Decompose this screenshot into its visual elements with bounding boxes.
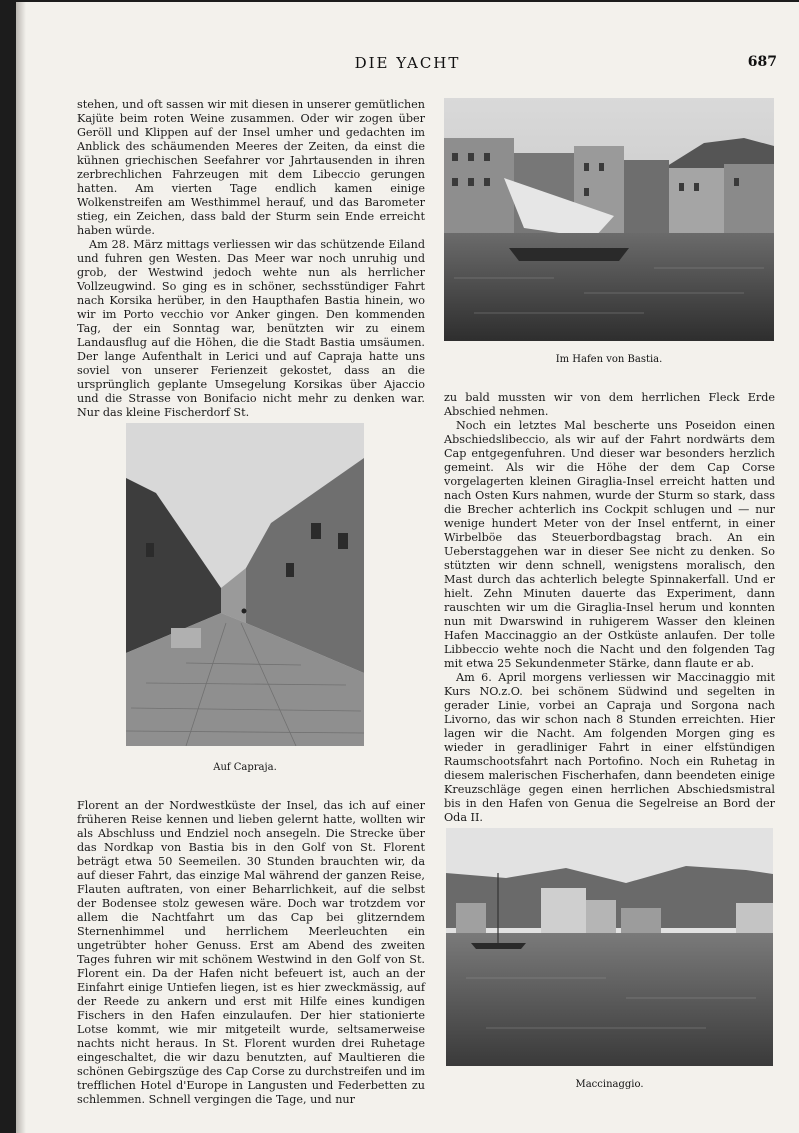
paragraph: Noch ein letztes Mal bescherte uns Poseidon einen Abschiedslibeccio, als wir auf der Fahrt nordwärts dem Cap entgegenfuhren. Und dieser war besonders herzlich gemeint. Als wir die Höhe der dem Cap Corse vorgelagerten kleinen Giraglia-Insel erreicht hatten und nach Osten Kurs nahmen, wurde der Sturm so stark, dass die Brecher achterlich ins Cockpit schlugen und — nur wenige hundert Meter von der Insel entfernt, in einer Wirbelböe das Steuerbordbagstag brach. An ein Ueberstaggehen war in dieser See nicht zu denken. So stützten wir denn schnell, wenigstens moralisch, den Mast durch das achterlich belegte Spinnakerfall. Und er hielt. Zehn Minuten dauerte das Experiment, dann rauschten wir um die Giraglia-Insel herum und konnten nun mit Dwarswind in ruhigerem Wasser den kleinen Hafen Maccinaggio an der Ostküste anlaufen. Der tolle Libbeccio wehte noch die Nacht und den folgenden Tag mit etwa 25 Sekundenmeter Stärke, dann flaute er ab.	[444, 419, 775, 670]
page-number: 687	[747, 54, 777, 70]
photo-capraja-street	[126, 423, 364, 746]
magazine-page	[16, 2, 799, 1133]
paragraph: Am 6. April morgens verliessen wir Maccinaggio mit Kurs NO.z.O. bei schönem Südwind und segelten in gerader Linie, vorbei an Capraja und Sorgona nach Livorno, das wir schon nach 8 Stunden erreichten. Hier lagen wir die Nacht. Am folgenden Morgen ging es wieder in geradliniger Fahrt in einer elfstündigen Raumschootsfahrt nach Portofino. Noch ein Ruhetag in diesem malerischen Fischerhafen, dann beendeten einige Kreuzschläge gegen einen herrlichen Abschiedsmistral bis in den Hafen von Genua die Segelreise an Bord der Oda II.	[444, 671, 775, 824]
left-column-top-text	[77, 98, 425, 420]
photo-maccinaggio	[446, 828, 773, 1066]
left-column-bottom-text	[77, 799, 425, 1107]
paragraph: stehen, und oft sassen wir mit diesen in unserer gemütlichen Kajüte beim roten Weine zusammen. Oder wir zogen über Geröll und Klippen auf der Insel umher und gedachten im Anblick des schäumenden Meeres der Zeiten, da einst die kühnen griechischen Seefahrer vor Jahrtausenden in ihren zerbrechlichen Fahrzeugen mit dem Libeccio gerungen hatten. Am vierten Tage endlich kamen einige Wolkenstreifen am Westhimmel herauf, und das Barometer stieg, ein Zeichen, dass bald der Sturm sein Ende erreicht haben würde.	[77, 98, 425, 237]
photo-bastia-harbour	[444, 98, 774, 341]
paragraph: zu bald mussten wir von dem herrlichen Fleck Erde Abschied nehmen.	[444, 391, 775, 418]
caption-capraja: Auf Capraja.	[213, 762, 277, 773]
paragraph: Am 28. März mittags verliessen wir das schützende Eiland und fuhren gen Westen. Das Meer war noch unruhig und grob, der Westwind jedoch wehte nun als herrlicher Vollzeugwind. So ging es in schöner, sechsstündiger Fahrt nach Korsika herüber, in den Haupthafen Bastia hinein, wo wir im Porto vecchio vor Anker gingen. Den kommenden Tag, der ein Sonntag war, benützten wir zu einem Landausflug auf die Höhen, die die Stadt Bastia umsäumen. Der lange Aufenthalt in Lerici und auf Capraja hatte uns soviel von unserer Ferienzeit gekostet, dass an die ursprünglich geplante Umsegelung Korsikas über Ajaccio und die Strasse von Bonifacio nicht mehr zu denken war. Nur das kleine Fischerdorf St.	[77, 238, 425, 419]
right-column-text	[444, 391, 775, 825]
paragraph: Florent an der Nordwestküste der Insel, das ich auf einer früheren Reise kennen und lieben gelernt hatte, wollten wir als Abschluss und Endziel noch ansegeln. Die Strecke über das Nordkap von Bastia bis in den Golf von St. Florent beträgt etwa 50 Seemeilen. 30 Stunden brauchten wir, da auf dieser Fahrt, das einzige Mal während der ganzen Reise, Flauten auftraten, von einer Beharrlichkeit, auf die selbst der Bodensee stolz gewesen wäre. Doch war trotzdem vor allem die Nachtfahrt um das Cap bei glitzerndem Sternenhimmel und herrlichem Meerleuchten ein ungetrübter hoher Genuss. Erst am Abend des zweiten Tages fuhren wir mit schönem Westwind in den Golf von St. Florent ein. Da der Hafen nicht befeuert ist, auch an der Einfahrt einige Untiefen liegen, ist es hier zweckmässig, auf der Reede zu ankern und erst mit Hilfe eines kundigen Fischers in den Hafen einzulaufen. Der hier stationierte Lotse kommt, wie mir mitgeteilt wurde, seltsamerweise nachts nicht heraus. In St. Florent wurden drei Ruhetage eingeschaltet, die wir dazu benutzten, auf Maultieren die schönen Gebirgszüge des Cap Corse zu durchstreifen und im trefflichen Hotel d'Europe in Langusten und Federbetten zu schlemmen. Schnell vergingen die Tage, und nur	[77, 799, 425, 1106]
caption-maccinaggio: Maccinaggio.	[575, 1079, 644, 1090]
caption-bastia: Im Hafen von Bastia.	[555, 354, 663, 365]
running-header: DIE YACHT	[354, 54, 461, 72]
